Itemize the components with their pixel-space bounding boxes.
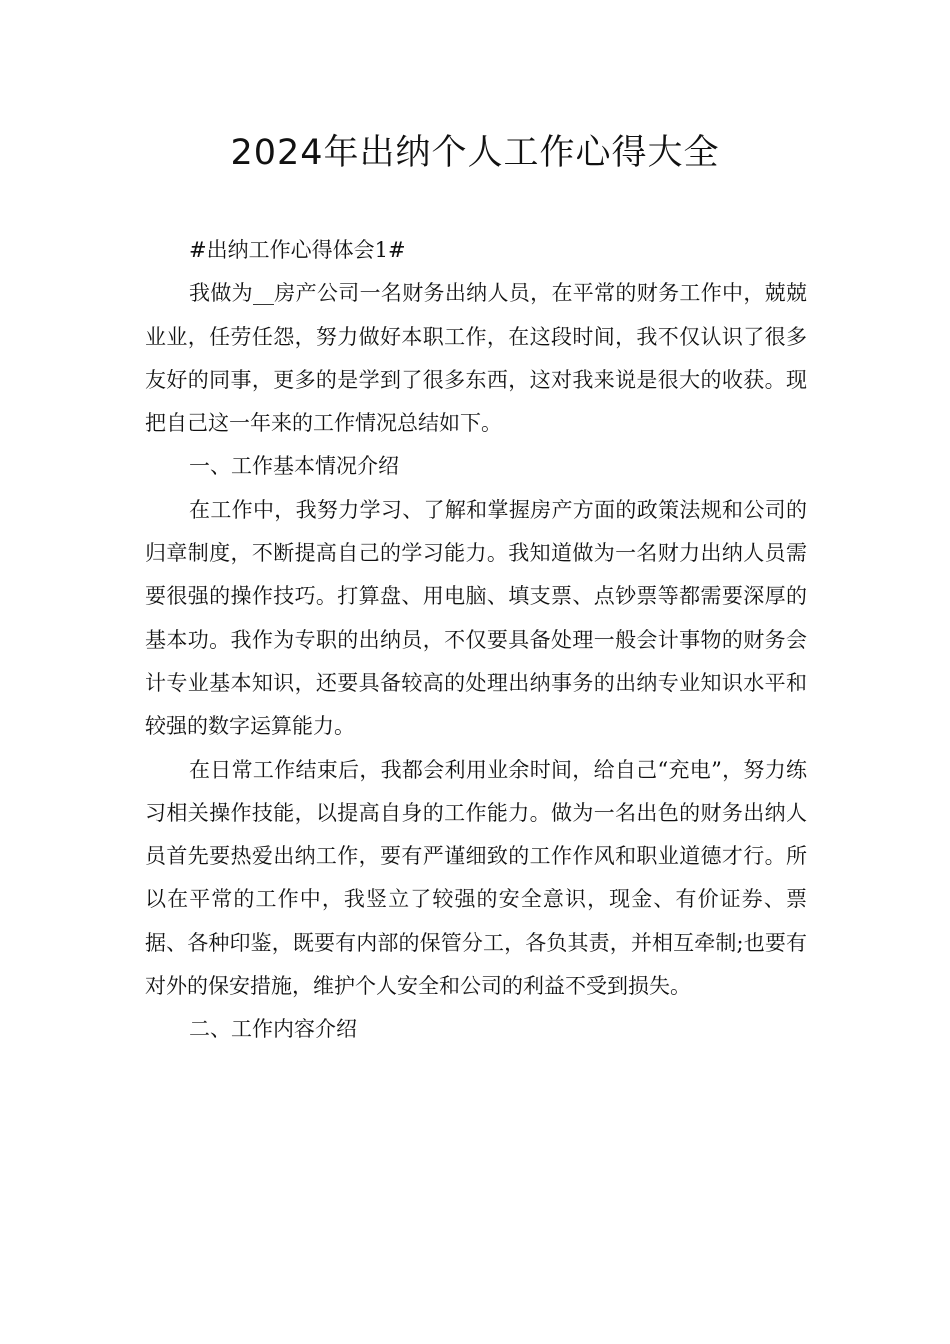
section-heading-basic-info: 一、工作基本情况介绍 [189, 454, 399, 479]
document-title: 2024年出纳个人工作心得大全 [230, 133, 720, 173]
section-heading-1: #出纳工作心得体会1# [189, 238, 406, 262]
document-body [145, 229, 807, 1052]
paragraph-basic-info: 在工作中，我努力学习、了解和掌握房产方面的政策法规和公司的归章制度，不断提高自己的学习能力。我知道做为一名财力出纳人员需要很强的操作技巧。打算盘、用电脑、填支票、点钞票等都需要深厚的基本功。我作为专职的出纳员，不仅要具备处理一般会计事物的财务会计专业基本知识，还要具备较高的处理出纳事务的出纳专业知识水平和较强的数字运算能力。 [145, 497, 807, 739]
section-heading-work-content: 二、工作内容介绍 [189, 1017, 357, 1042]
paragraph-daily-work: 在日常工作结束后，我都会利用业余时间，给自己“充电”，努力练习相关操作技能，以提高自身的工作能力。做为一名出色的财务出纳人员首先要热爱出纳工作，要有严谨细致的工作作风和职业道德才行。所以在平常的工作中，我竖立了较强的安全意识，现金、有价证券、票据、各种印鉴，既要有内部的保管分工，各负其责，并相互牵制;也要有对外的保安措施，维护个人安全和公司的利益不受到损失。 [145, 757, 807, 999]
paragraph-intro: 我做为__房产公司一名财务出纳人员，在平常的财务工作中，兢兢业业，任劳任怨，努力做好本职工作，在这段时间，我不仅认识了很多友好的同事，更多的是学到了很多东西，这对我来说是很大的收获。现把自己这一年来的工作情况总结如下。 [145, 281, 807, 436]
